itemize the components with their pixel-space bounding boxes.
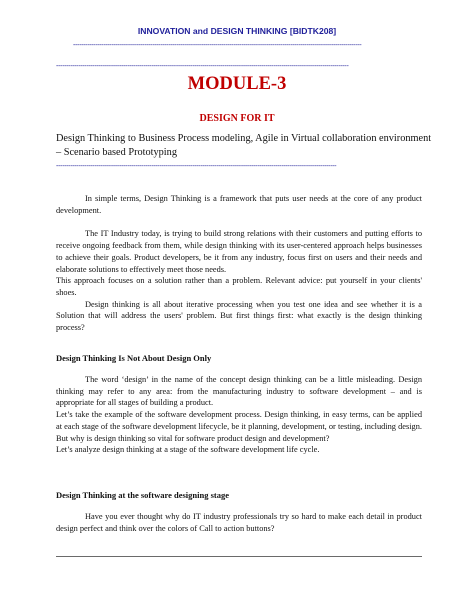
paragraph: This approach focuses on a solution rather than a problem. Relevant advice: put yourself in your clients' shoes. [56, 276, 422, 297]
section-heading: Design Thinking Is Not About Design Only [56, 353, 212, 363]
intro-paragraphs [56, 193, 422, 334]
subtitle-rule: ------------------------------------------------------------------------------------------------------------------------------------------ [56, 163, 337, 170]
header-title: INNOVATION and DESIGN THINKING [BIDTK208] [137, 26, 337, 36]
paragraph: The word ‘design’ in the name of the concept design thinking can be a little misleading. Design thinking may refer to any area: from the manufacturing industry to software development – and is appropriate for all stages of building a product. [56, 375, 422, 408]
paragraph: The IT Industry today, is trying to build strong relations with their customers and putting efforts to receive ongoing feedback from them, while design thinking with its user-centered approach helps businesses to achieve their goals. Product developers, be it from any industry, focus first on users and their needs and elaborate solutions to effectively meet those needs. [56, 229, 422, 274]
paragraph: In simple terms, Design Thinking is a framework that puts user needs at the core of any product development. [56, 194, 422, 215]
header-rule: ---------------------------------------------------------------------------------------------------------------------------------------------- [73, 42, 362, 49]
section2-paragraphs [56, 511, 422, 534]
paragraph: Design thinking is all about iterative processing when you test one idea and see whether it is a Solution that will address the users' problem. But first things first: what exactly is the design thinking process? [56, 299, 422, 333]
section-heading: Design Thinking at the software designing stage [56, 490, 230, 500]
header-rule-2: ------------------------------------------------------------------------------------------------------------------------------------------------ [56, 63, 349, 70]
section1-paragraphs [56, 374, 422, 456]
paragraph: Let’s analyze design thinking at a stage of the software development life cycle. [56, 445, 320, 455]
section-title: DESIGN FOR IT [199, 113, 275, 124]
module-title: MODULE-3 [187, 74, 287, 94]
footer-divider [56, 556, 422, 557]
paragraph: Let’s take the example of the software development process. Design thinking, in easy terms, can be applied at each stage of the software development lifecycle, be it planning, development, or testing, including design. But why is design thinking so vital for software product design and development? [56, 410, 422, 443]
paragraph: Have you ever thought why do IT industry professionals try so hard to make each detail in product design perfect and think over the colors of Call to action buttons? [56, 512, 422, 533]
module-subtitle: Design Thinking to Business Process modeling, Agile in Virtual collaboration environment – Scenario based Prototyping [56, 133, 432, 158]
